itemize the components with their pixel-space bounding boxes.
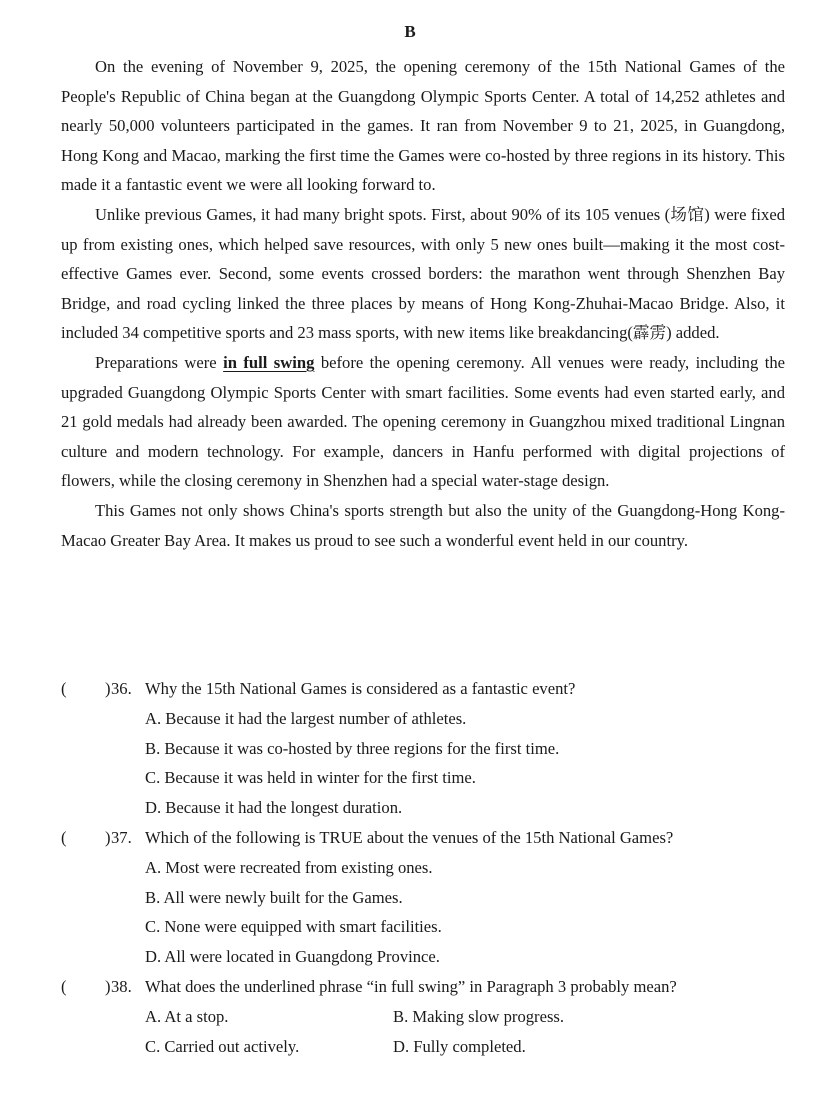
option-d: D. Fully completed.: [393, 1036, 526, 1056]
option-b: B. Because it was co-hosted by three regions for the first time.: [145, 738, 560, 758]
section-title: B: [404, 22, 416, 41]
option-c: C. Because it was held in winter for the first time.: [145, 768, 476, 788]
paragraph-3-rest: before the opening ceremony. All venues were ready, including the upgraded Guangdong Olympic Sports Center with smart facilities. Some events had even started early, and 21 gold medals had already been awarded. The opening ceremony in Guangzhou mixed traditional Lingnan culture and modern technology. For example, dancers in Hanfu performed with digital projections of flowers, while the closing ceremony in Shenzhen had a special water-stage design.: [61, 352, 785, 491]
underlined-phrase: in full swing: [223, 352, 315, 372]
question-text: Why the 15th National Games is considered as a fantastic event?: [145, 679, 576, 698]
question-38: [61, 972, 785, 1061]
answer-blank-open: (: [61, 679, 67, 698]
option-list: [61, 853, 785, 972]
answer-blank-close: ): [105, 827, 111, 847]
paragraph-3-start: Preparations were: [95, 352, 224, 372]
question-text: What does the underlined phrase “in full swing” in Paragraph 3 probably mean?: [145, 976, 677, 996]
paragraph-4: This Games not only shows China's sports strength but also the unity of the Guangdong-Hong Kong-Macao Greater Bay Area. It makes us proud to see such a wonderful event held in our country.: [61, 500, 785, 550]
question-stem: [61, 674, 785, 704]
option-a: A. Most were recreated from existing ones.: [145, 857, 433, 877]
question-text: Which of the following is TRUE about the venues of the 15th National Games?: [145, 827, 674, 847]
option-c: C. Carried out actively.: [145, 1036, 300, 1056]
paragraph-3: [61, 348, 785, 496]
option-list: [61, 1002, 785, 1062]
answer-blank-close: ): [105, 679, 111, 698]
option-d: D. Because it had the longest duration.: [145, 798, 403, 818]
answer-blank-open: (: [61, 976, 67, 996]
option-a: A. Because it had the largest number of athletes.: [145, 708, 467, 728]
question-number: 37.: [111, 827, 132, 847]
question-37: [61, 823, 785, 972]
answer-blank-close: ): [105, 976, 111, 996]
option-b: B. Making slow progress.: [393, 1006, 565, 1026]
question-number: 36.: [111, 679, 132, 698]
paragraph-1: On the evening of November 9, 2025, the opening ceremony of the 15th National Games of the People's Republic of China began at the Guangdong Olympic Sports Center. A total of 14,252 athletes and nearly 50,000 volunteers participated in the games. It ran from November 9 to 21, 2025, in Guangdong, Hong Kong and Macao, marking the first time the Games were co-hosted by three regions in its history. This made it a fantastic event we were all looking forward to.: [61, 57, 785, 195]
option-c: C. None were equipped with smart facilities.: [145, 917, 442, 937]
question-stem: [61, 972, 785, 1002]
option-d: D. All were located in Guangdong Province.: [145, 947, 440, 967]
option-b: B. All were newly built for the Games.: [145, 887, 403, 907]
option-list: [61, 704, 785, 823]
reading-passage: [61, 52, 785, 555]
question-number: 38.: [111, 976, 132, 996]
option-a: A. At a stop.: [145, 1006, 229, 1026]
question-stem: [61, 823, 785, 853]
paragraph-2: Unlike previous Games, it had many bright spots. First, about 90% of its 105 venues (场馆) were fixed up from existing ones, which helped save resources, with only 5 new ones built—making it the most cost-effective Games ever. Second, some events crossed borders: the marathon went through Shenzhen Bay Bridge, and road cycling linked the three places by means of Hong Kong-Zhuhai-Macao Bridge. Also, it included 34 competitive sports and 23 mass sports, with new items like breakdancing(霹雳) added.: [61, 204, 785, 343]
question-36: [61, 674, 785, 823]
answer-blank-open: (: [61, 827, 67, 847]
question-list: [61, 674, 785, 1061]
